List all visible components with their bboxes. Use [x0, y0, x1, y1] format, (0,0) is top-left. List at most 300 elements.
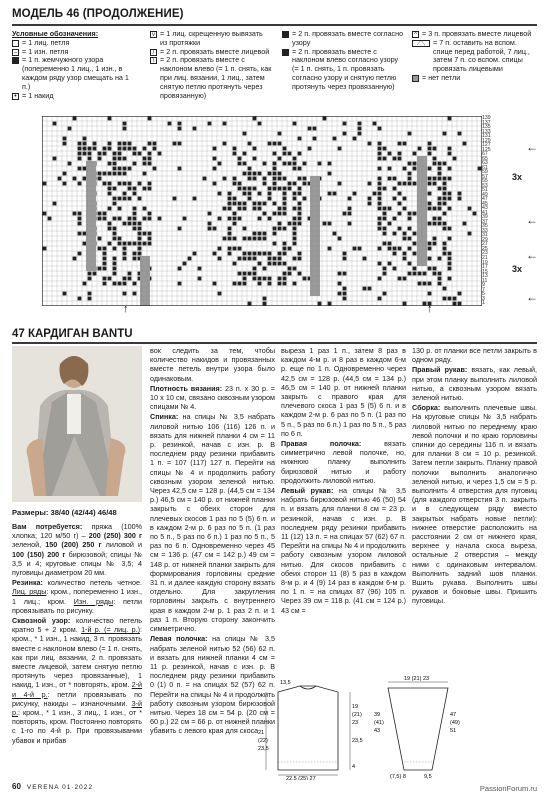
chart-cell: [253, 267, 257, 271]
chart-cell: [153, 167, 157, 171]
chart-cell: [238, 202, 242, 206]
chart-cell: [273, 242, 277, 246]
chart-cell: [213, 147, 217, 151]
chart-cell: [263, 277, 267, 281]
chart-cell: [373, 192, 377, 196]
row-number: 59: [482, 169, 488, 176]
row-number: 11: [482, 277, 488, 284]
chart-cell: [113, 172, 117, 176]
chart-cell: [448, 167, 452, 171]
chart-cell: [343, 132, 347, 136]
chart-cell: [408, 217, 412, 221]
chart-cell: [128, 182, 132, 186]
row-number: 5: [482, 291, 485, 298]
chart-cell: [398, 157, 402, 161]
chart-cell: [278, 132, 282, 136]
chart-cell: [68, 127, 72, 131]
chart-cell: [258, 192, 262, 196]
chart-cell: [378, 142, 382, 146]
chart-cell: [118, 142, 122, 146]
chart-cell: [123, 147, 127, 151]
chart-cell: [268, 217, 272, 221]
chart-cell: [428, 167, 432, 171]
chart-cell: [443, 212, 447, 216]
chart-cell: [283, 187, 287, 191]
chart-cell: [98, 267, 102, 271]
title-rule: [12, 342, 537, 344]
chart-cell: [428, 192, 432, 196]
chart-cell: [113, 232, 117, 236]
chart-cell: [258, 232, 262, 236]
chart-cell: [243, 132, 247, 136]
chart-cell: [108, 187, 112, 191]
chart-cell: [293, 192, 297, 196]
chart-cell: [118, 172, 122, 176]
chart-cell: [293, 242, 297, 246]
model46-title: МОДЕЛЬ 46 (ПРОДОЛЖЕНИЕ): [12, 8, 184, 20]
chart-cell: [218, 192, 222, 196]
chart-cell: [88, 157, 92, 161]
chart-cell: [443, 132, 447, 136]
chart-cell: [298, 222, 302, 226]
chart-cell: [378, 247, 382, 251]
chart-cell: [293, 167, 297, 171]
chart-cell: [208, 122, 212, 126]
chart-cell: [113, 167, 117, 171]
chart-cell: [138, 247, 142, 251]
chart-cell: [293, 232, 297, 236]
chart-cell: [218, 292, 222, 296]
row-number: 17: [482, 264, 488, 271]
chart-cell: [383, 157, 387, 161]
chart-cell: [433, 272, 437, 276]
chart-cell: [123, 157, 127, 161]
chart-cell: [403, 252, 407, 256]
symbol-ssk-icon: \: [150, 57, 157, 64]
chart-cell: [328, 302, 332, 306]
chart-cell: [283, 177, 287, 181]
model47-title: 47 КАРДИГАН BANTU: [12, 328, 133, 340]
chart-cell: [438, 257, 442, 261]
legend-column-2: [150, 30, 272, 100]
chart-cell: [243, 257, 247, 261]
chart-cell: [108, 277, 112, 281]
chart-cell: [243, 187, 247, 191]
chart-cell: [278, 207, 282, 211]
chart-cell: [278, 172, 282, 176]
chart-cell: [398, 202, 402, 206]
chart-cell: [388, 152, 392, 156]
chart-cell: [413, 162, 417, 166]
chart-cell: [98, 212, 102, 216]
chart-cell: [428, 222, 432, 226]
chart-cell: [43, 182, 47, 186]
chart-cell: [143, 217, 147, 221]
chart-cell: [408, 272, 412, 276]
chart-cell: [283, 272, 287, 276]
chart-cell: [343, 252, 347, 256]
chart-cell: [253, 147, 257, 151]
chart-cell: [113, 282, 117, 286]
row-number: 63: [482, 160, 488, 167]
knitting-chart-grid: [42, 116, 482, 306]
chart-cell: [88, 297, 92, 301]
chart-cell: [438, 207, 442, 211]
chart-cell: [133, 192, 137, 196]
schematic-label: (49): [450, 720, 460, 726]
chart-cell: [428, 152, 432, 156]
chart-cell: [228, 217, 232, 221]
chart-cell: [458, 192, 462, 196]
chart-cell: [248, 257, 252, 261]
chart-cell: [98, 172, 102, 176]
chart-cell: [328, 172, 332, 176]
legend-item: = 1 лиц. петля: [12, 39, 132, 48]
chart-cell: [123, 142, 127, 146]
chart-cell: [298, 152, 302, 156]
chart-cell: [133, 187, 137, 191]
chart-cell: [258, 122, 262, 126]
chart-cell: [448, 192, 452, 196]
paragraph: Вам потребуется: пряжа (100% хлопка; 120 м/50 г) – 200 (250) 300 г зеленой, 150 (200) 250 г лиловой и 100 (150) 200 г бирюзовой; спицы № 3,5 и 4; круговые спицы № 3,5; 4 пуговицы диаметром 20 мм.: [12, 522, 142, 578]
chart-cell: [293, 157, 297, 161]
chart-cell: [263, 202, 267, 206]
chart-cell: [273, 212, 277, 216]
chart-cell: [143, 172, 147, 176]
chart-cell: [383, 227, 387, 231]
chart-cell: [263, 302, 267, 306]
chart-cell: [243, 202, 247, 206]
model-photo: [12, 346, 142, 502]
chart-cell: [248, 272, 252, 276]
row-number: 131: [482, 133, 491, 140]
chart-cell: [113, 152, 117, 156]
chart-cell: [438, 277, 442, 281]
chart-cell: [473, 212, 477, 216]
chart-cell: [448, 277, 452, 281]
chart-cell: [258, 207, 262, 211]
row-number: 137: [482, 119, 491, 126]
chart-cell: [148, 157, 152, 161]
chart-cell: [268, 262, 272, 266]
chart-cell: [448, 237, 452, 241]
chart-cell: [178, 127, 182, 131]
chart-cell: [243, 152, 247, 156]
chart-cell: [378, 227, 382, 231]
chart-cell: [63, 292, 67, 296]
chart-cell: [123, 252, 127, 256]
chart-cell: [338, 272, 342, 276]
chart-cell: [218, 247, 222, 251]
chart-cell: [108, 242, 112, 246]
chart-cell: [43, 247, 47, 251]
chart-cell: [193, 252, 197, 256]
chart-cell: [408, 247, 412, 251]
chart-cell: [263, 232, 267, 236]
chart-cell: [248, 177, 252, 181]
chart-cell: [238, 207, 242, 211]
chart-cell: [298, 187, 302, 191]
chart-cell: [108, 172, 112, 176]
chart-cell: [138, 222, 142, 226]
schematic-label: 19: [352, 704, 359, 710]
chart-cell: [78, 222, 82, 226]
chart-cell: [428, 257, 432, 261]
schematic-label: 13,5: [280, 680, 291, 686]
chart-cell: [428, 282, 432, 286]
chart-cell: [403, 207, 407, 211]
chart-cell: [378, 182, 382, 186]
arrow-left-icon: ←: [526, 140, 538, 154]
schematic-label: 9,5: [424, 774, 432, 780]
chart-cell: [253, 237, 257, 241]
legend-item: = 1 п. жемчужного узора (попеременно 1 лиц., 1 изн., в каждом ряду узор смещать на 1 п.): [12, 56, 132, 91]
chart-cell: [143, 157, 147, 161]
page-number: 60: [12, 782, 21, 791]
schematic-label: 19 (21) 23: [404, 676, 430, 682]
schematic-label: 43: [374, 728, 381, 734]
chart-cell: [433, 157, 437, 161]
chart-cell: [238, 162, 242, 166]
chart-cell: [238, 247, 242, 251]
chart-cell: [128, 187, 132, 191]
chart-cell: [293, 267, 297, 271]
chart-cell: [458, 292, 462, 296]
chart-cell: [403, 257, 407, 261]
chart-cell: [143, 207, 147, 211]
row-number: 43: [482, 205, 488, 212]
symbol-seed-icon: [12, 57, 19, 64]
chart-cell: [258, 252, 262, 256]
chart-cell: [333, 137, 337, 141]
chart-cell: [288, 187, 292, 191]
chart-cell: [173, 142, 177, 146]
chart-cell: [63, 172, 67, 176]
chart-cell: [378, 177, 382, 181]
chart-cell: [378, 187, 382, 191]
chart-cell: [368, 202, 372, 206]
paragraph: Левый рукав: на спицы № 3,5 набрать бирюзовой нитью 46 (50) 54 п. и вязать для планки 8 см = 23 р. резинкой, начав с изн. р. В последнем ряду резинки прибавить 11 (12) 13 п. = на спицах 57 (62) 67 п. Перейти на спицы № 4 и продолжить работу сквозным узором лиловой нитью. Для скосов прибавить с обеих сторон 11 (8) 5 раз в каждом 8-м р. и 4 (9) 14 раз в каждом 6-м р. по 1 п. = на спицах 87 (96) 105 п. Через 39 см = 118 р. (41 см = 124 р.) 43 см =: [281, 486, 406, 615]
chart-cell: [118, 242, 122, 246]
chart-cell: [403, 167, 407, 171]
chart-cell: [263, 297, 267, 301]
chart-cell: [283, 162, 287, 166]
chart-cell: [398, 192, 402, 196]
chart-cell: [253, 272, 257, 276]
legend-item: = 2 п. провязать вместе согласно узору: [282, 30, 404, 48]
chart-cell: [343, 292, 347, 296]
chart-cell: [283, 197, 287, 201]
chart-cell: [323, 117, 327, 121]
chart-cell: [143, 187, 147, 191]
chart-cell: [383, 187, 387, 191]
chart-cell: [398, 182, 402, 186]
chart-cell: [393, 247, 397, 251]
chart-cell: [128, 142, 132, 146]
chart-cell: [443, 192, 447, 196]
chart-cell: [328, 222, 332, 226]
symbol-twisted-icon: [150, 31, 157, 38]
chart-cell: [423, 282, 427, 286]
chart-cell: [293, 197, 297, 201]
chart-cell: [233, 147, 237, 151]
chart-cell: [118, 207, 122, 211]
chart-cell: [103, 282, 107, 286]
chart-cell: [273, 142, 277, 146]
chart-cell: [133, 152, 137, 156]
chart-cell: [233, 197, 237, 201]
chart-cell: [413, 252, 417, 256]
chart-cell: [138, 237, 142, 241]
chart-cell: [178, 227, 182, 231]
chart-cell: [343, 287, 347, 291]
chart-cell: [298, 217, 302, 221]
chart-cell: [123, 127, 127, 131]
chart-cell: [398, 277, 402, 281]
chart-cell: [443, 227, 447, 231]
chart-cell: [123, 167, 127, 171]
chart-cell: [83, 147, 87, 151]
chart-cell: [258, 237, 262, 241]
chart-cell: [248, 197, 252, 201]
chart-cell: [288, 267, 292, 271]
chart-cell: [88, 272, 92, 276]
chart-cell: [278, 157, 282, 161]
chart-cell: [233, 202, 237, 206]
chart-cell: [123, 172, 127, 176]
chart-cell: [238, 272, 242, 276]
chart-cell: [433, 217, 437, 221]
chart-cell: [388, 262, 392, 266]
chart-cell: [118, 282, 122, 286]
chart-cell: [273, 187, 277, 191]
chart-cell: [298, 202, 302, 206]
row-number: 13: [482, 273, 488, 280]
chart-cell: [248, 192, 252, 196]
chart-cell: [353, 192, 357, 196]
schematic-label: 23,5: [258, 746, 269, 752]
row-number: 3: [482, 295, 485, 302]
chart-cell: [278, 282, 282, 286]
chart-cell: [353, 247, 357, 251]
row-number: 35: [482, 223, 488, 230]
chart-cell: [103, 247, 107, 251]
chart-cell: [198, 277, 202, 281]
chart-cell: [148, 152, 152, 156]
chart-cell: [443, 242, 447, 246]
chart-cell: [333, 232, 337, 236]
chart-cell: [338, 237, 342, 241]
chart-cell: [233, 212, 237, 216]
chart-cell: [298, 272, 302, 276]
chart-cell: [98, 152, 102, 156]
row-number: 25: [482, 245, 488, 252]
chart-cell: [43, 212, 47, 216]
chart-cell: [53, 157, 57, 161]
chart-cell: [433, 177, 437, 181]
chart-cell: [273, 162, 277, 166]
chart-cell: [388, 177, 392, 181]
chart-cell: [283, 277, 287, 281]
chart-cell: [433, 237, 437, 241]
chart-cell: [378, 152, 382, 156]
chart-cell: [128, 272, 132, 276]
chart-cell: [433, 242, 437, 246]
chart-cell: [358, 247, 362, 251]
paragraph: Левая полочка: на спицы № 3,5 набрать зеленой нитью 52 (56) 62 п. и вязать для нижней планки 4 см = 11 р. резинкой, начав с изн. р. В последнем ряду резинки прибавить 0 (1) 0 п. = на спицах 52 (57) 62 п. Перейти на спицы № 4 и продолжить работу сквозным узором бирюзовой нитью. Через 18 см = 54 р. (20 см = 60 р.) 22 см = 66 р. от нижней планки убавить с левого края для скоса: [150, 634, 275, 736]
sleeve-schematic: [372, 676, 464, 780]
chart-cell: [268, 192, 272, 196]
chart-cell: [443, 297, 447, 301]
chart-cell: [213, 282, 217, 286]
chart-cell: [253, 232, 257, 236]
chart-cell: [83, 282, 87, 286]
chart-cell: [103, 277, 107, 281]
chart-cell: [348, 212, 352, 216]
chart-cell: [438, 272, 442, 276]
chart-cell: [363, 287, 367, 291]
symbol-yarnover-icon: [12, 93, 19, 100]
chart-cell: [438, 202, 442, 206]
paragraph: Сборка: выполнить плечевые швы. На круговые спицы № 3,5 набрать лиловой нитью по переднему краю левой полочки и по краю горловины спинки до середины 116 п. и вязать для планки 8 см = 10 р. резинкой. Затем петли закрыть. Планку правой полочки выполнить аналогично зеленой нитью, и через 1,5 см = 5 р. выполнить 4 отверстия для пуговиц (для каждого отверстия 3 п. закрыть и в следующем ряду вместо закрытых набрать новые петли): нижнее отверстие расположить на расстоянии 2 см от нижнего края, верхнее у начала скоса выреза, остальные 2 отверстия – между ними с одинаковым интервалом. Выполнить задний шов планки. Вшить рукава. Выполнить швы рукавов и боковые швы. Пришить пуговицы.: [412, 403, 537, 606]
chart-cell: [443, 197, 447, 201]
chart-cell: [73, 117, 77, 121]
chart-cell: [228, 202, 232, 206]
row-number: 41: [482, 209, 488, 216]
chart-cell: [148, 182, 152, 186]
chart-cell: [118, 197, 122, 201]
chart-cell: [443, 287, 447, 291]
row-number: 7: [482, 286, 485, 293]
chart-cell: [243, 207, 247, 211]
chart-cell: [83, 142, 87, 146]
row-number: 65: [482, 155, 488, 162]
chart-cell: [133, 207, 137, 211]
legend-item: = 2 п. провязать вместе с наклоном влево согласно узору (= 1 п. снять, 1 п. провязать согласно узору и снятую петлю протянуть через провязанную): [282, 48, 404, 92]
chart-cell: [318, 162, 322, 166]
chart-cell: [123, 197, 127, 201]
chart-cell: [383, 147, 387, 151]
chart-cell: [108, 162, 112, 166]
chart-cell: [348, 222, 352, 226]
chart-cell: [123, 247, 127, 251]
chart-cell: [283, 192, 287, 196]
schematic-label: 47: [450, 712, 457, 718]
chart-cell: [413, 272, 417, 276]
chart-cell: [228, 197, 232, 201]
chart-cell: [98, 237, 102, 241]
chart-cell: [243, 282, 247, 286]
chart-cell: [78, 212, 82, 216]
chart-cell: [118, 157, 122, 161]
chart-cell: [453, 297, 457, 301]
chart-cell: [448, 252, 452, 256]
chart-cell: [78, 167, 82, 171]
chart-cell: [438, 217, 442, 221]
chart-cell: [78, 157, 82, 161]
chart-cell: [173, 197, 177, 201]
chart-cell: [108, 142, 112, 146]
chart-cell: [123, 257, 127, 261]
chart-cell: [88, 147, 92, 151]
chart-cell: [283, 212, 287, 216]
chart-cell: [268, 172, 272, 176]
chart-cell: [143, 242, 147, 246]
chart-cell: [263, 162, 267, 166]
row-number: 139: [482, 115, 491, 121]
chart-cell: [463, 142, 467, 146]
chart-cell: [288, 222, 292, 226]
